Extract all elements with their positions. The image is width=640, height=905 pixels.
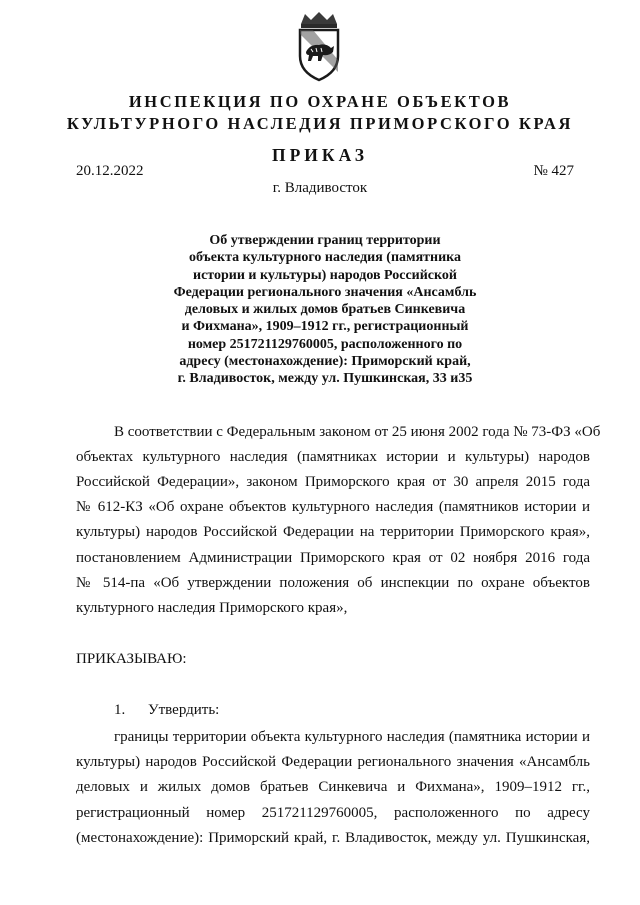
organization-name-line2: КУЛЬТУРНОГО НАСЛЕДИЯ ПРИМОРСКОГО КРАЯ xyxy=(66,114,574,133)
preamble-line: Российской Федерации», законом Приморского края от 30 апреля 2015 года xyxy=(76,474,590,490)
subject-line: деловых и жилых домов братьев Синкевича xyxy=(184,302,466,318)
coat-of-arms-icon xyxy=(291,10,347,82)
item-body-line: границы территории объекта культурного наследия (памятника истории и xyxy=(114,729,590,745)
preamble-line: культуры) народов Российской Федерации на территории Приморского края», xyxy=(76,524,590,540)
item-body-line: регистрационный номер 251721129760005, расположенного по адресу xyxy=(76,805,590,821)
item-body-line: культуры) народов Российской Федерации регионального значения «Ансамбль xyxy=(76,754,590,770)
subject-line: Об утверждении границ территории xyxy=(209,233,441,248)
preamble-line: культурного наследия Приморского края», xyxy=(76,600,348,616)
preamble-line: В соответствии с Федеральным законом от 25 июня 2002 года № 73-ФЗ «Об xyxy=(114,424,601,440)
item-body-line: деловых и жилых домов братьев Синкевича и Фихмана», 1909–1912 гг., xyxy=(76,779,590,795)
preamble-line: № 514-па «Об утверждении положения об инспекции по охране объектов xyxy=(76,575,590,591)
subject-line: истории и культуры) народов Российской xyxy=(193,267,457,283)
preamble-line: объектах культурного наследия (памятниках истории и культуры) народов xyxy=(76,449,590,465)
document-number: № 427 xyxy=(533,163,574,179)
document-type-title: ПРИКАЗ xyxy=(271,145,369,165)
document-date: 20.12.2022 xyxy=(76,163,144,179)
order-item-number: 1. xyxy=(114,702,126,718)
subject-line: объекта культурного наследия (памятника xyxy=(188,250,462,266)
item-body-line: (местонахождение): Приморский край, г. Владивосток, между ул. Пушкинская, xyxy=(76,830,590,846)
order-item xyxy=(114,702,219,719)
order-item-text: Утвердить: xyxy=(148,702,220,718)
subject-line: г. Владивосток, между ул. Пушкинская, 33 и35 xyxy=(177,371,473,387)
order-word: ПРИКАЗЫВАЮ: xyxy=(76,651,187,667)
preamble-line: постановлением Администрации Приморского края от 02 ноября 2016 года xyxy=(76,550,590,566)
document-subject xyxy=(160,232,490,388)
subject-line: и Фихмана», 1909–1912 гг., регистрационный xyxy=(181,319,469,335)
document-city: г. Владивосток xyxy=(272,180,368,196)
organization-name-line1: ИНСПЕКЦИЯ ПО ОХРАНЕ ОБЪЕКТОВ xyxy=(128,92,512,111)
subject-line: номер 251721129760005, расположенного по xyxy=(187,336,463,352)
preamble-line: № 612-КЗ «Об охране объектов культурного наследия (памятников истории и xyxy=(76,499,590,515)
subject-line: адресу (местонахождение): Приморский край, xyxy=(179,354,471,370)
subject-line: Федерации регионального значения «Ансамбль xyxy=(173,284,477,300)
